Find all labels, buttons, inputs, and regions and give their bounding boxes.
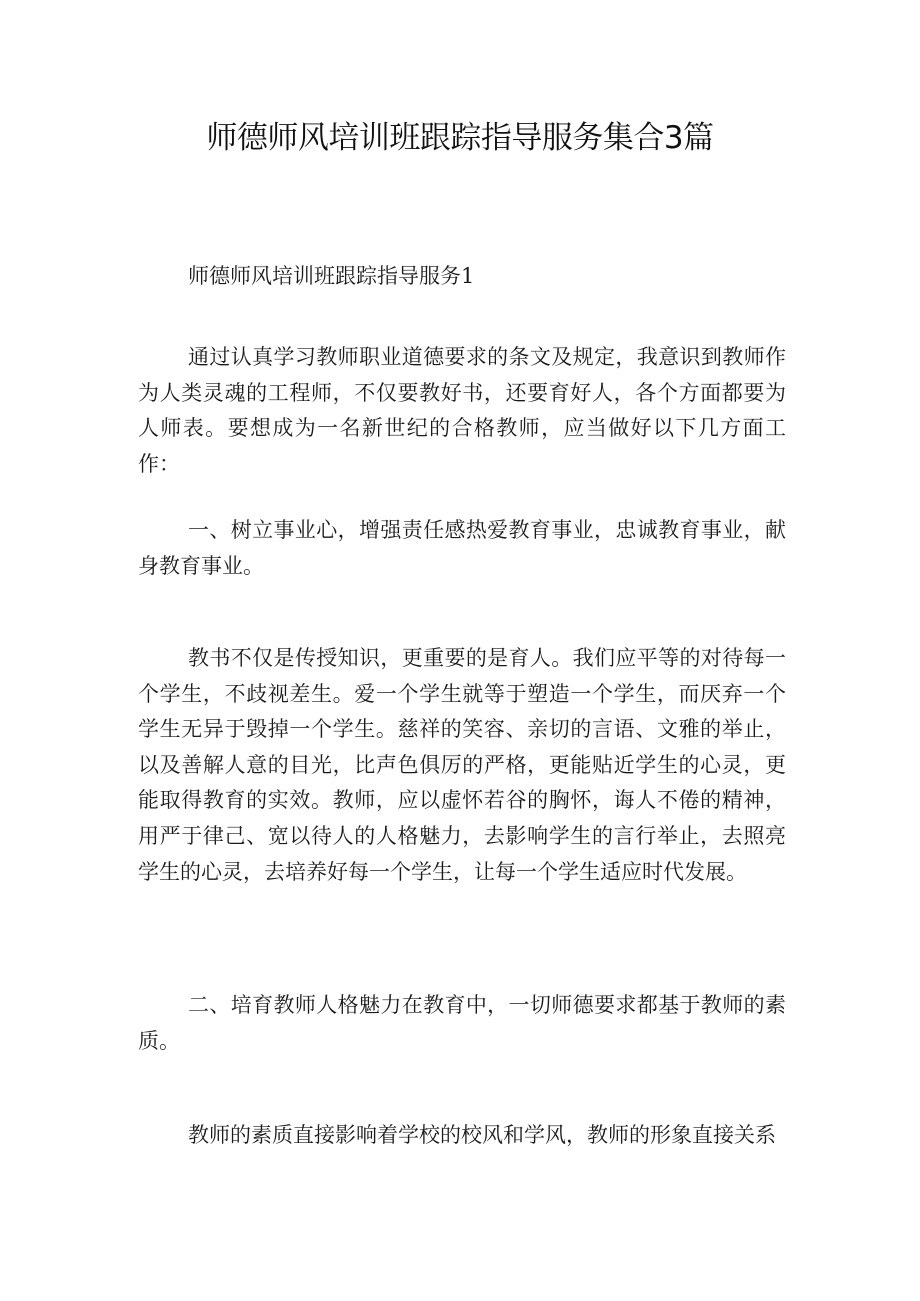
paragraph: 一、树立事业心，增强责任感热爱教育事业，忠诚教育事业，献身教育事业。 [138,518,786,578]
paragraph: 二、培育教师人格魅力在教育中，一切师德要求都基于教师的素质。 [138,993,786,1053]
paragraph: 教师的素质直接影响着学校的校风和学风，教师的形象直接关系 [188,1123,776,1147]
document-title: 师德师风培训班跟踪指导服务集合3篇 [206,120,714,156]
paragraph: 教书不仅是传授知识，更重要的是育人。我们应平等的对待每一个学生，不歧视差生。爱一个学生就等于塑造一个学生，而厌弃一个学生无异于毁掉一个学生。慈祥的笑容、亲切的言语、文雅的举止，以及善解人意的目光，比声色俱厉的严格，更能贴近学生的心灵，更能取得教育的实效。教师，应以虚怀若谷的胸怀，诲人不倦的精神，用严于律己、宽以待人的人格魅力，去影响学生的言行举止，去照亮学生的心灵，去培养好每一个学生，让每一个学生适应时代发展。 [138,646,786,884]
paragraph: 通过认真学习教师职业道德要求的条文及规定，我意识到教师作为人类灵魂的工程师，不仅要教好书，还要育好人，各个方面都要为人师表。要想成为一名新世纪的合格教师，应当做好以下几方面工作： [138,345,786,476]
section-subtitle: 师德师风培训班跟踪指导服务1 [188,264,475,288]
